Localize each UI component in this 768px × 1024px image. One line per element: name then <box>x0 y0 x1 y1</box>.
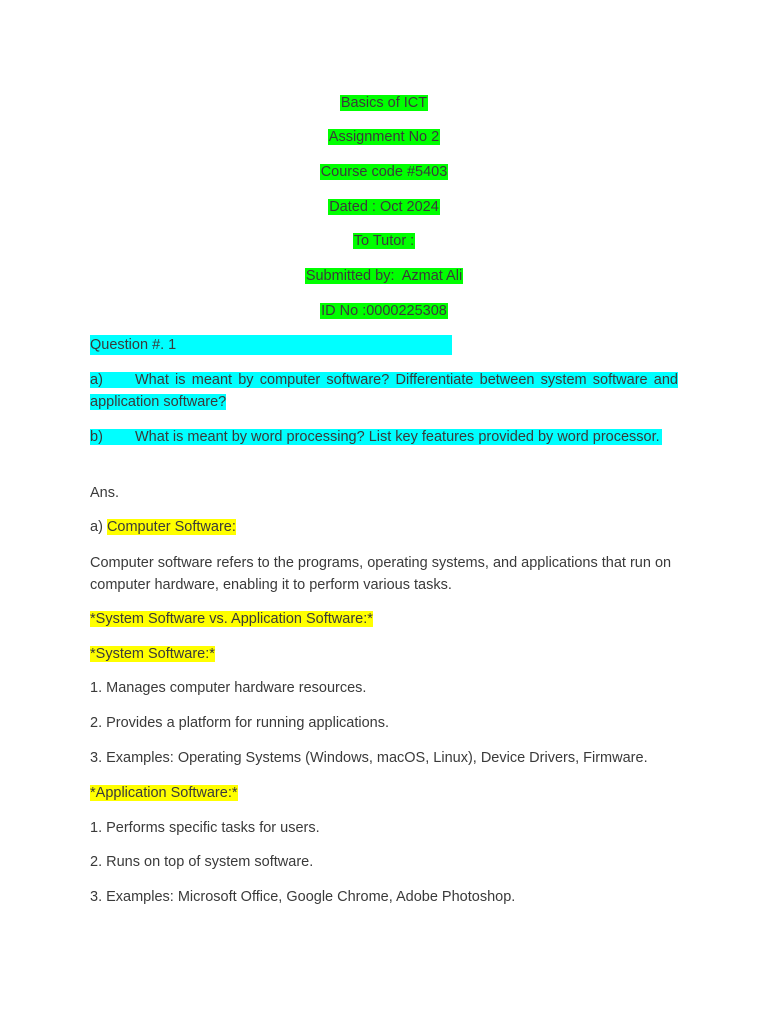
list-item: 1. Performs specific tasks for users. <box>90 820 320 836</box>
assignment-number: Assignment No 2 <box>328 129 440 145</box>
course-code: Course code #5403 <box>320 164 448 180</box>
question-part-b-text: What is meant by word processing? List key features provided by word processor. <box>135 429 660 445</box>
question-part-a-text: What is meant by computer software? Differentiate between system software and application software? <box>90 372 678 410</box>
id-line <box>0 302 768 320</box>
system-software-heading-line <box>90 643 215 665</box>
question-part-a <box>90 369 678 413</box>
question-heading: Question #. 1 <box>90 335 452 355</box>
date: Dated : Oct 2024 <box>329 199 439 215</box>
title-line <box>0 94 768 112</box>
submitted-by: Submitted by: Azmat Ali <box>305 268 463 284</box>
question-part-a-letter: a) <box>90 372 103 388</box>
list-item: 2. Provides a platform for running applications. <box>90 715 390 731</box>
id-number: ID No :0000225308 <box>321 303 447 319</box>
list-item: 1. Manages computer hardware resources. <box>90 680 367 696</box>
dated-line <box>0 198 768 216</box>
answer-a-prefix: a) <box>90 519 103 535</box>
submitted-by-line <box>0 267 768 285</box>
course-code-line <box>0 163 768 181</box>
list-item: 3. Examples: Microsoft Office, Google Chrome, Adobe Photoshop. <box>90 889 516 905</box>
software-definition: Computer software refers to the programs, operating systems, and applications that run on computer hardware, enabling it to perform various tasks. <box>90 555 672 593</box>
comparison-heading: *System Software vs. Application Software:* <box>90 611 373 627</box>
application-software-heading: *Application Software:* <box>90 785 238 801</box>
tutor: To Tutor : <box>353 233 415 249</box>
list-item: 2. Runs on top of system software. <box>90 854 314 870</box>
question-part-b-letter: b) <box>90 429 103 445</box>
answer-label: Ans. <box>90 485 120 501</box>
question-part-b <box>90 426 682 448</box>
answer-a-heading: Computer Software: <box>106 519 236 535</box>
comparison-heading-line <box>90 608 373 630</box>
tutor-line <box>0 232 768 250</box>
assignment-line <box>0 128 768 146</box>
application-software-heading-line <box>90 782 238 804</box>
answer-a-heading-line <box>90 516 236 538</box>
system-software-heading: *System Software:* <box>90 646 215 662</box>
document-title: Basics of ICT <box>340 95 428 111</box>
list-item: 3. Examples: Operating Systems (Windows, macOS, Linux), Device Drivers, Firmware. <box>90 750 648 766</box>
